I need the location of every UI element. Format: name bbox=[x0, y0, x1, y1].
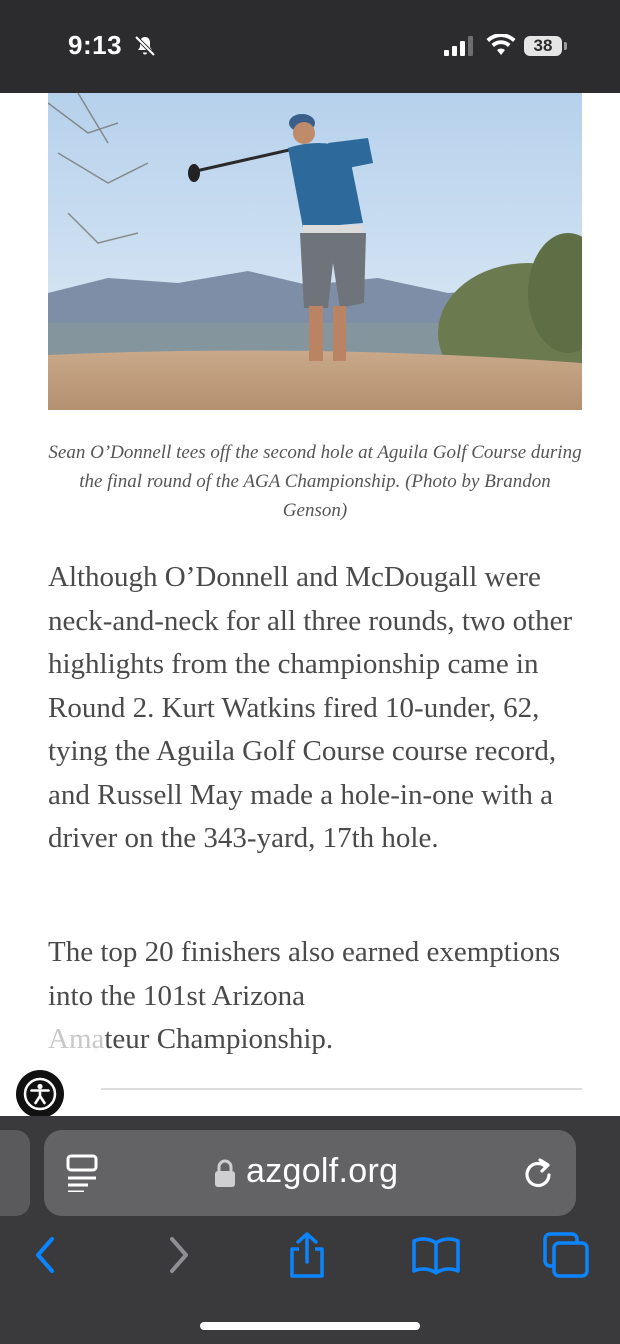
divider bbox=[101, 1088, 582, 1090]
status-bar bbox=[0, 0, 620, 93]
forward-icon bbox=[164, 1235, 194, 1275]
previous-tab-preview[interactable] bbox=[0, 1130, 30, 1216]
share-icon bbox=[285, 1231, 329, 1279]
home-indicator[interactable] bbox=[200, 1322, 420, 1330]
battery-tip bbox=[564, 42, 567, 50]
tabs-button[interactable] bbox=[541, 1230, 591, 1280]
article-photo bbox=[48, 93, 582, 410]
paragraph-text: The top 20 finishers also earned exemptions into the 101st Arizona bbox=[48, 936, 561, 1012]
photo-caption: Sean O’Donnell tees off the second hole at Aguila Golf Course during the final round of the AGA Championship. (Photo by Brandon Genson) bbox=[48, 442, 582, 521]
accessibility-icon bbox=[23, 1077, 57, 1111]
status-time: 9:13 bbox=[68, 30, 123, 60]
reload-icon[interactable] bbox=[522, 1154, 556, 1192]
reader-icon[interactable] bbox=[66, 1154, 100, 1192]
forward-button[interactable] bbox=[154, 1230, 204, 1280]
tabs-icon bbox=[542, 1231, 590, 1279]
address-bar[interactable] bbox=[44, 1130, 576, 1216]
browser-toolbar bbox=[0, 1116, 620, 1344]
bookmarks-icon bbox=[411, 1235, 461, 1275]
article-paragraph bbox=[48, 931, 588, 1062]
paragraph-text: teur Championship. bbox=[104, 1023, 334, 1055]
battery-indicator: 38 bbox=[524, 36, 562, 56]
back-button[interactable] bbox=[20, 1230, 70, 1280]
accessibility-button[interactable] bbox=[16, 1070, 64, 1118]
share-button[interactable] bbox=[282, 1230, 332, 1280]
back-icon bbox=[30, 1235, 60, 1275]
lock-icon bbox=[214, 1158, 236, 1188]
bookmarks-button[interactable] bbox=[411, 1230, 461, 1280]
bell-off-icon bbox=[133, 34, 157, 58]
signal-icon bbox=[444, 36, 474, 56]
paragraph-text-faded: Ama bbox=[48, 1023, 105, 1055]
article-paragraph: Although O’Donnell and McDougall were neck-and-neck for all three rounds, two other highlights from the championship came in Round 2. Kurt Watkins fired 10-under, 62, tying the Aguila Golf Course course record, and Russell May made a hole-in-one with a driver on the 343-yard, 17th hole. bbox=[48, 561, 573, 854]
url-text: azgolf.org bbox=[246, 1152, 399, 1190]
wifi-icon bbox=[486, 34, 516, 56]
